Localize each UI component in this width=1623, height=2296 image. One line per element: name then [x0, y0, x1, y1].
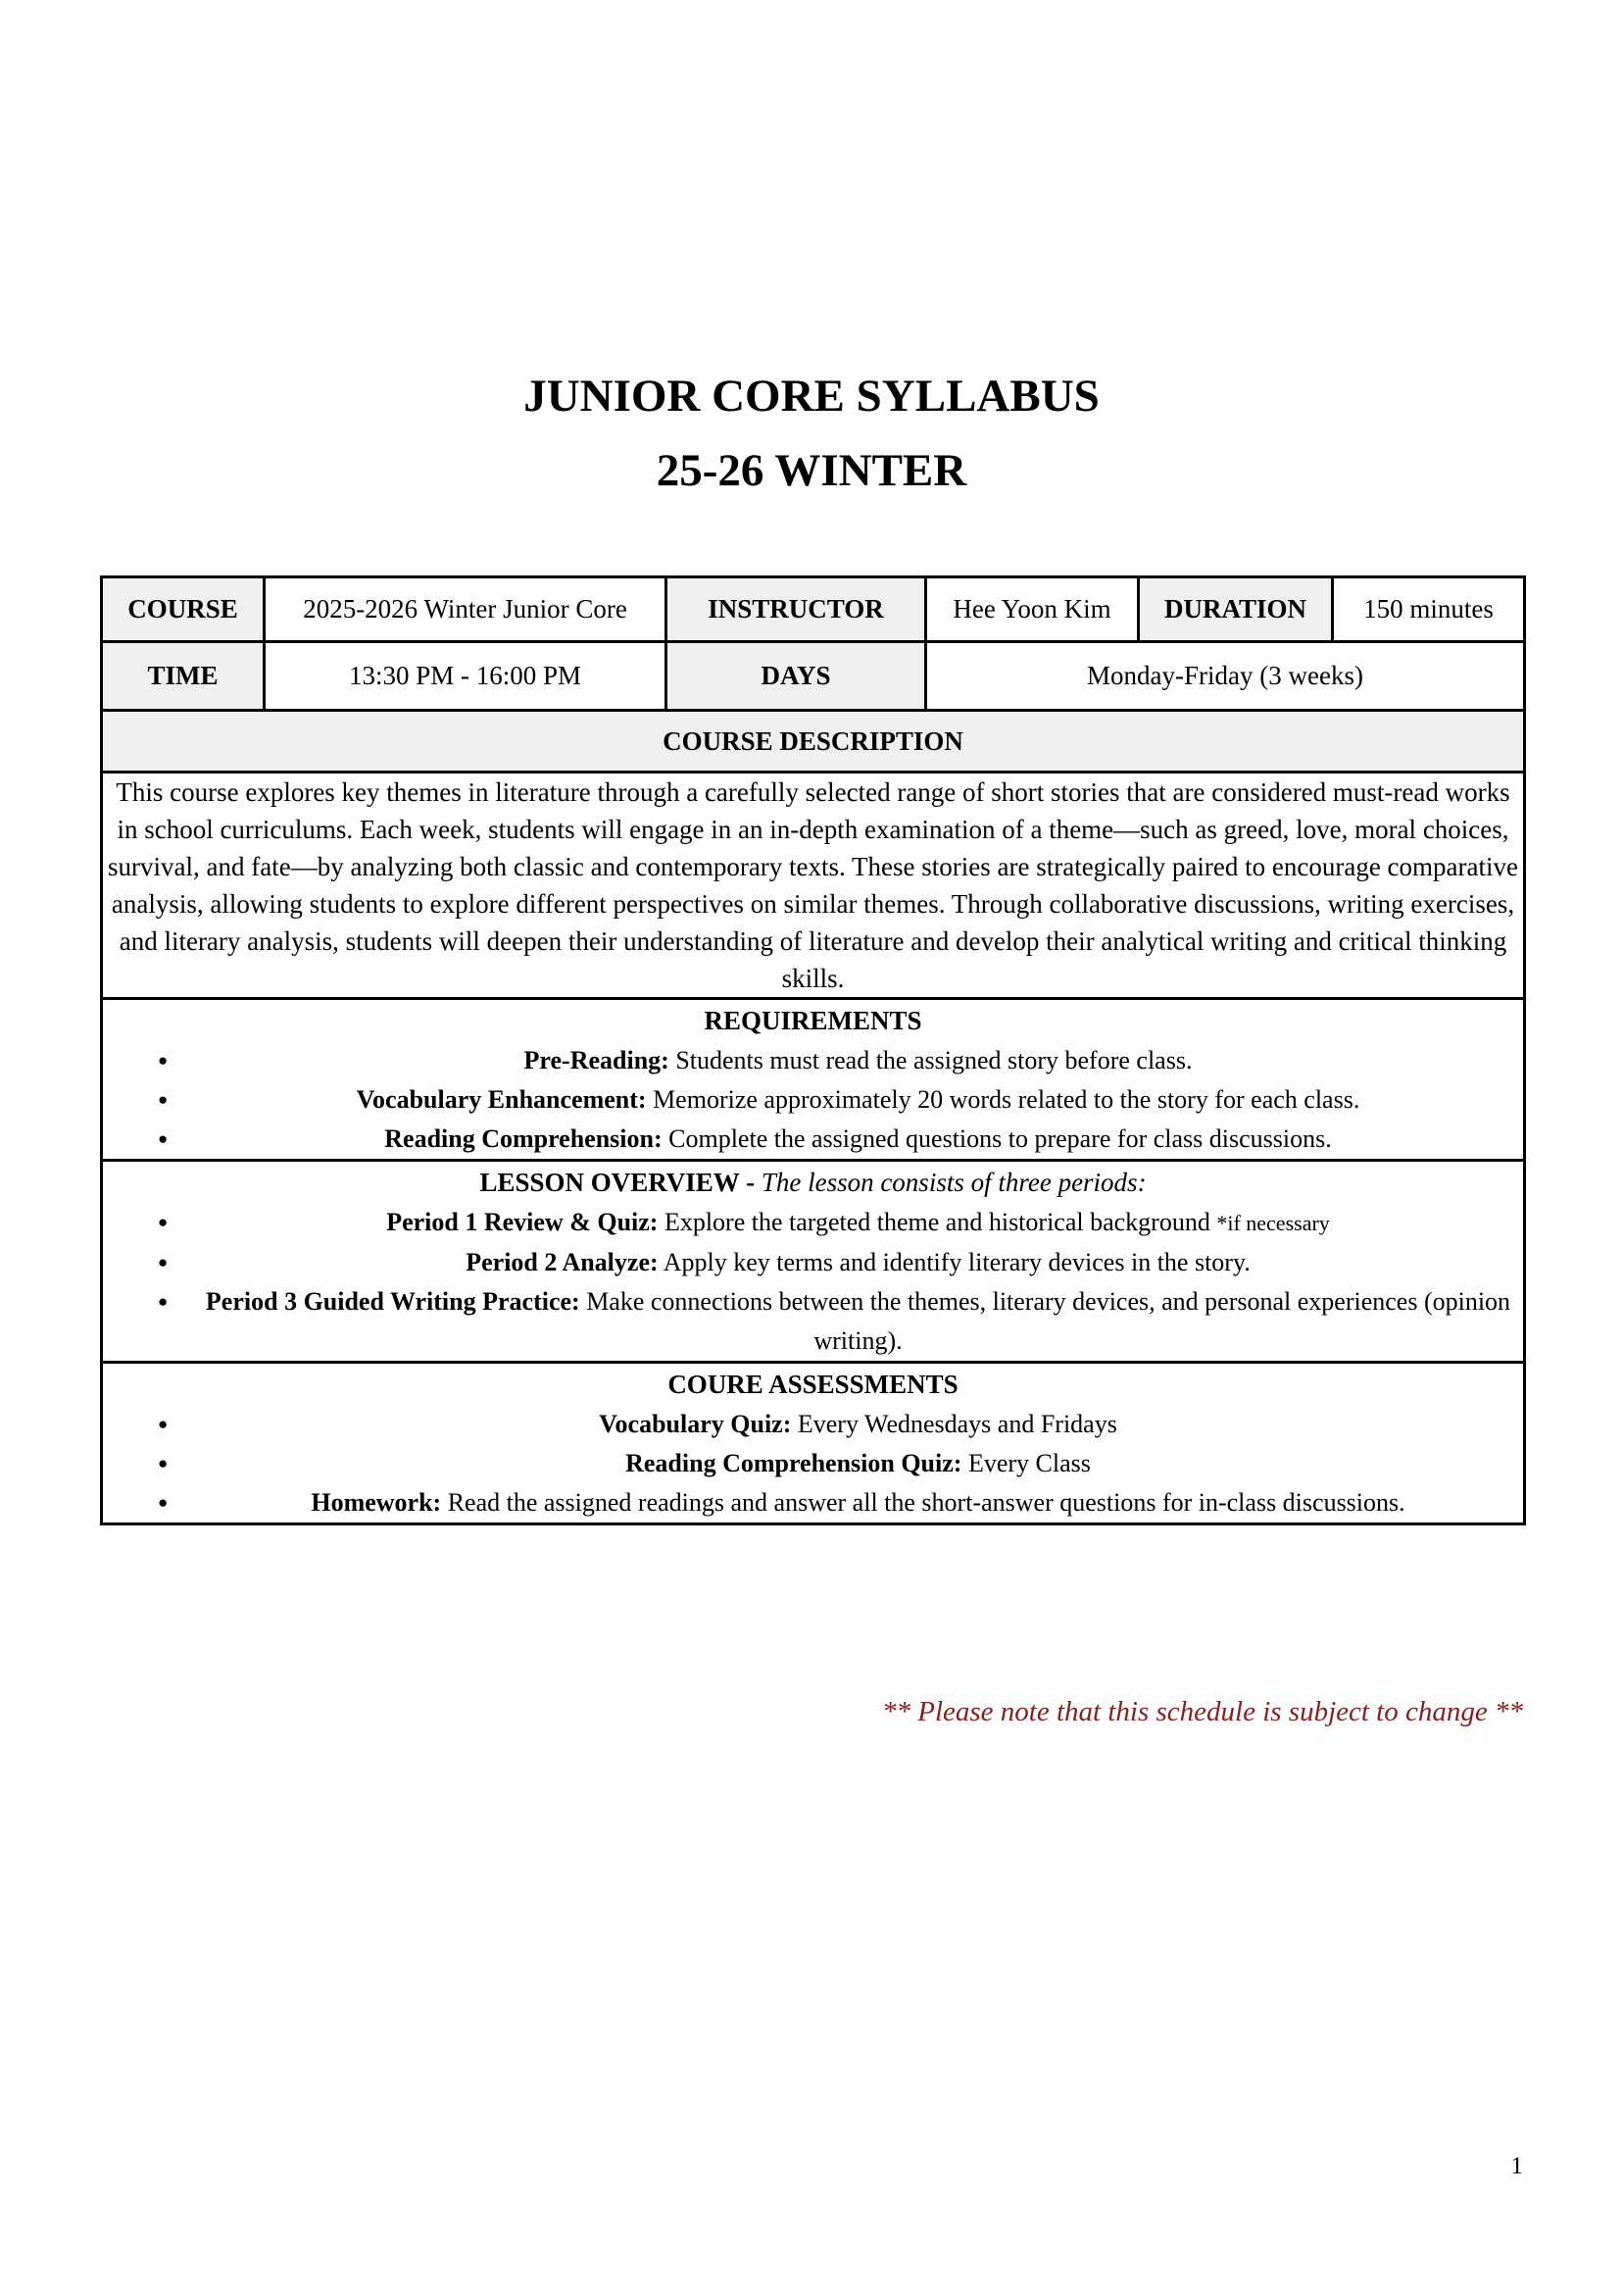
bullet-icon: ● [158, 1493, 169, 1512]
bullet-lead: Vocabulary Enhancement: [356, 1085, 647, 1114]
bullet-item [107, 1444, 1519, 1483]
lesson-overview-list [107, 1203, 1519, 1361]
bullet-icon: ● [158, 1253, 169, 1272]
course-info-table-wrap [100, 575, 1523, 1525]
bullet-text: Explore the targeted theme and historical background [658, 1208, 1217, 1236]
bullet-lead: Vocabulary Quiz: [599, 1410, 792, 1438]
course-assessments-section [102, 1363, 1525, 1524]
description-row [102, 773, 1525, 999]
time-value: 13:30 PM - 16:00 PM [265, 642, 666, 711]
instructor-label: INSTRUCTOR [666, 577, 926, 642]
bullet-icon: ● [158, 1454, 169, 1472]
bullet-text: Apply key terms and identify literary devices in the story. [658, 1248, 1251, 1276]
bullet-item [107, 1203, 1519, 1243]
bullet-text: Read the assigned readings and answer all the short-answer questions for in-class discussions. [441, 1488, 1405, 1517]
bullet-lead: Period 1 Review & Quiz: [386, 1208, 659, 1236]
schedule-change-note: ** Please note that this schedule is subject to change ** [882, 1696, 1523, 1727]
course-info-table [100, 575, 1526, 1525]
bullet-item [107, 1405, 1519, 1444]
assessments-heading-text: COURE ASSESSMENTS [667, 1370, 959, 1399]
bullet-icon: ● [158, 1213, 169, 1231]
bullet-icon: ● [158, 1051, 169, 1070]
bullet-item [107, 1282, 1519, 1361]
info-row-2 [102, 642, 1525, 711]
bullet-text: Complete the assigned questions to prepare for class discussions. [662, 1124, 1332, 1153]
bullet-text: Students must read the assigned story before class. [668, 1046, 1193, 1074]
bullet-item [107, 1483, 1519, 1522]
bullet-text: Memorize approximately 20 words related to the story for each class. [646, 1085, 1360, 1114]
bullet-lead: Reading Comprehension: [384, 1124, 663, 1153]
days-value: Monday-Friday (3 weeks) [926, 642, 1525, 711]
description-header-row [102, 711, 1525, 773]
bullet-lead: Period 3 Guided Writing Practice: [205, 1287, 580, 1316]
bullet-lead: Reading Comprehension Quiz: [625, 1449, 962, 1477]
course-label: COURSE [102, 577, 265, 642]
duration-value: 150 minutes [1333, 577, 1525, 642]
document-title [0, 359, 1623, 508]
lesson-overview-row [102, 1161, 1525, 1363]
time-label: TIME [102, 642, 265, 711]
requirements-section [102, 999, 1525, 1161]
bullet-item [107, 1243, 1519, 1282]
instructor-value: Hee Yoon Kim [926, 577, 1139, 642]
bullet-item [107, 1080, 1519, 1120]
bullet-icon: ● [158, 1129, 169, 1148]
assessments-row [102, 1363, 1525, 1524]
bullet-lead: Homework: [311, 1488, 442, 1517]
lesson-overview-heading [107, 1162, 1519, 1203]
assessments-list [107, 1405, 1519, 1522]
bullet-icon: ● [158, 1415, 169, 1433]
requirements-row [102, 999, 1525, 1161]
bullet-text: Every Wednesdays and Fridays [791, 1410, 1117, 1438]
duration-label: DURATION [1139, 577, 1333, 642]
lesson-overview-heading-text: LESSON OVERVIEW - [479, 1168, 762, 1197]
bullet-icon: ● [158, 1292, 169, 1311]
lesson-overview-section [102, 1161, 1525, 1363]
requirements-list [107, 1041, 1519, 1159]
course-description-header: COURSE DESCRIPTION [102, 711, 1525, 773]
bullet-item [107, 1120, 1519, 1159]
document-title-line1: JUNIOR CORE SYLLABUS [523, 371, 1100, 422]
bullet-lead: Period 2 Analyze: [466, 1248, 659, 1276]
bullet-text: Every Class [961, 1449, 1091, 1477]
requirements-heading [107, 1000, 1519, 1041]
days-label: DAYS [666, 642, 926, 711]
bullet-note: *if necessary [1216, 1211, 1330, 1235]
requirements-heading-text: REQUIREMENTS [704, 1006, 922, 1035]
course-value: 2025-2026 Winter Junior Core [265, 577, 666, 642]
info-row-1 [102, 577, 1525, 642]
bullet-lead: Pre-Reading: [523, 1046, 669, 1074]
page-number: 1 [1510, 2153, 1523, 2179]
lesson-overview-heading-suffix: The lesson consists of three periods: [761, 1168, 1147, 1197]
bullet-text: Make connections between the themes, literary devices, and personal experiences (opinion writing). [579, 1287, 1511, 1355]
bullet-icon: ● [158, 1090, 169, 1109]
document-title-line2: 25-26 WINTER [656, 445, 967, 496]
course-description-text: This course explores key themes in literature through a carefully selected range of short stories that are considered must-read works in school curriculums. Each week, students will engage in an in-depth examination of a theme—such as greed, love, moral choices, survival, and fate—by analyzing both classic and contemporary texts. These stories are strategically paired to encourage comparative analysis, allowing students to explore different perspectives on similar themes. Through collaborative discussions, writing exercises, and literary analysis, students will deepen their understanding of literature and develop their analytical writing and critical thinking skills. [102, 773, 1525, 999]
assessments-heading [107, 1364, 1519, 1405]
bullet-item [107, 1041, 1519, 1080]
